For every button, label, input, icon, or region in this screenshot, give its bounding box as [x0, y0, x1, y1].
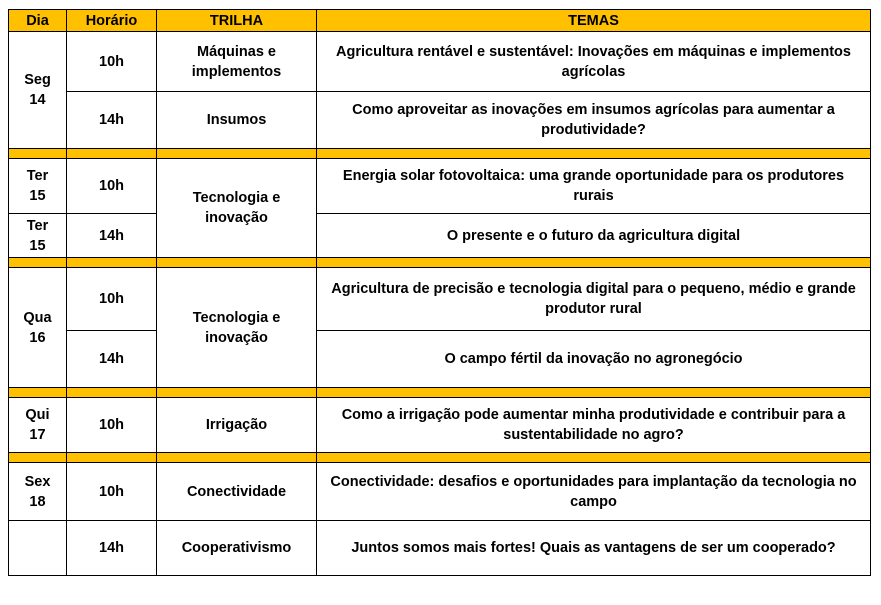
day-cell	[9, 463, 67, 521]
time-cell: 10h	[67, 463, 157, 521]
separator-row	[9, 388, 871, 398]
time-cell: 10h	[67, 268, 157, 331]
header-horario: Horário	[67, 10, 157, 32]
header-row	[9, 10, 871, 32]
day-cell	[9, 268, 67, 388]
track-cell: Máquinas e implementos	[157, 32, 317, 92]
day-label: Ter 15	[26, 217, 49, 254]
table-row	[9, 463, 871, 521]
track-cell: Tecnologia e inovação	[157, 159, 317, 258]
day-cell	[9, 32, 67, 149]
table-row	[9, 159, 871, 214]
table-row	[9, 214, 871, 258]
header-trilha: TRILHA	[157, 10, 317, 32]
header-dia: Dia	[9, 10, 67, 32]
track-cell: Insumos	[157, 92, 317, 149]
day-label: Qui 17	[25, 407, 50, 443]
time-cell: 10h	[67, 32, 157, 92]
track-cell: Conectividade	[157, 463, 317, 521]
day-cell	[9, 398, 67, 453]
schedule-table	[8, 9, 871, 576]
table-row	[9, 268, 871, 331]
day-label: Ter 15	[26, 168, 49, 204]
table-row	[9, 32, 871, 92]
day-label: Qua 16	[23, 309, 52, 346]
theme-cell: Juntos somos mais fortes! Quais as vantagens de ser um cooperado?	[317, 521, 871, 576]
separator-row	[9, 453, 871, 463]
separator-row	[9, 258, 871, 268]
time-cell: 14h	[67, 521, 157, 576]
theme-cell: O campo fértil da inovação no agronegócio	[317, 331, 871, 388]
time-cell: 14h	[67, 92, 157, 149]
time-cell: 14h	[67, 331, 157, 388]
day-label: Seg 14	[24, 72, 51, 108]
table-row	[9, 521, 871, 576]
theme-cell: O presente e o futuro da agricultura digital	[317, 214, 871, 258]
day-cell	[9, 159, 67, 214]
track-cell: Irrigação	[157, 398, 317, 453]
day-label: Sex 18	[24, 473, 51, 510]
theme-cell: Energia solar fotovoltaica: uma grande oportunidade para os produtores rurais	[317, 159, 871, 214]
theme-cell: Como aproveitar as inovações em insumos agrícolas para aumentar a produtividade?	[317, 92, 871, 149]
table-row	[9, 92, 871, 149]
day-cell	[9, 214, 67, 258]
track-cell: Tecnologia e inovação	[157, 268, 317, 388]
theme-cell: Conectividade: desafios e oportunidades para implantação da tecnologia no campo	[317, 463, 871, 521]
track-cell: Cooperativismo	[157, 521, 317, 576]
separator-row	[9, 149, 871, 159]
time-cell: 10h	[67, 159, 157, 214]
theme-cell: Agricultura de precisão e tecnologia digital para o pequeno, médio e grande produtor rural	[317, 268, 871, 331]
time-cell: 10h	[67, 398, 157, 453]
theme-cell: Agricultura rentável e sustentável: Inovações em máquinas e implementos agrícolas	[317, 32, 871, 92]
table-row	[9, 398, 871, 453]
table-row	[9, 331, 871, 388]
header-temas: TEMAS	[317, 10, 871, 32]
day-cell	[9, 521, 67, 576]
theme-cell: Como a irrigação pode aumentar minha produtividade e contribuir para a sustentabilidade no agro?	[317, 398, 871, 453]
time-cell: 14h	[67, 214, 157, 258]
